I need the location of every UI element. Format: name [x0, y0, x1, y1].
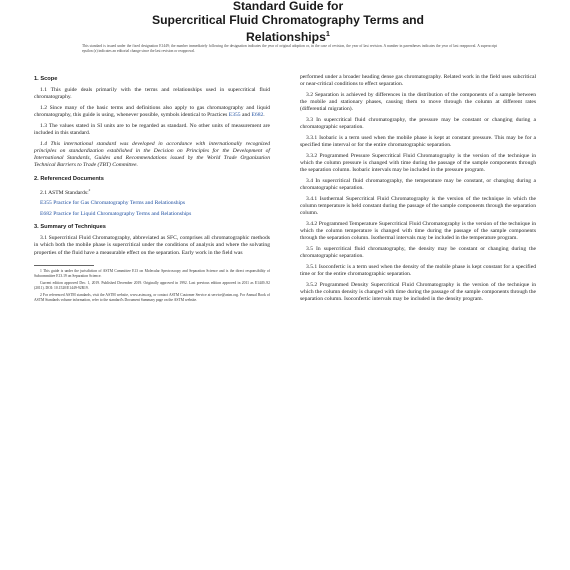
title-line-1: Standard Guide for — [232, 0, 344, 13]
paragraph-3-1: 3.1 Supercritical Fluid Chromatography, abbreviated as SFC, comprises all chromatographic methods in which both the mobile phase is supercritical under the conditions of analysis and where the solvating properties of the fluid have a measurable effect on the separation. Early work in the field was — [34, 235, 270, 256]
section-heading-scope: 1. Scope — [34, 76, 58, 82]
paragraph-3-4-1: 3.4.1 Isothermal Supercritical Fluid Chromatography is the version of the technique in which the column temperature is held constant during the passage of the sample components through the separation column. — [300, 195, 536, 217]
reference-e355[interactable]: E355 Practice for Gas Chromatography Terms and Relationships — [40, 200, 186, 207]
paragraph-3-5-1: 3.5.1 Isoconfertic is a term used when the density of the mobile phase is kept constant for a specified time or for the entire chromatographic separation. — [300, 263, 536, 277]
paragraph-3-4: 3.4 In supercritical fluid chromatography, the temperature may be constant, or changing during a chromatographic separation. — [300, 177, 536, 191]
paragraph-3-3: 3.3 In supercritical fluid chromatography, the pressure may be constant or changing during a chromatographic separation. — [300, 116, 536, 131]
footnote-2: 2 For referenced ASTM standards, visit the ASTM website, www.astm.org, or contact ASTM Customer Service at service@astm.org. For Annual Book of ASTM Standards volume information, refer to the standard's Document Summary page on the ASTM website. — [34, 293, 270, 302]
right-column — [300, 74, 536, 307]
paragraph-3-1-continued: performed under a broader heading dense gas chromatography. Related work in the field uses subcritical or near-critical conditions to effect separation. — [300, 74, 536, 88]
link-e355[interactable]: E355 — [228, 112, 241, 119]
paragraph-2-1: 2.1 ASTM Standards:$^2$ — [40, 187, 91, 196]
reference-e682[interactable]: E682 Practice for Liquid Chromatography Terms and Relationships — [40, 211, 192, 218]
footnote-edition: Current edition approved Dec. 1, 2019. Published December 2019. Originally approved in 1992. Last previous edition approved in 2011 as E1449–92 (2011). DOI: 10.1520/E1449-92R19. — [34, 280, 270, 290]
footnote-divider — [34, 265, 94, 266]
title-line-3: Relationships$^1$ — [246, 29, 330, 45]
link-e682[interactable]: E682 — [251, 112, 264, 119]
paragraph-1-3: 1.3 The values stated in SI units are to be regarded as standard. No other units of measurement are included in this standard. — [34, 122, 270, 137]
paragraph-3-5-2: 3.5.2 Programmed Density Supercritical Fluid Chromatography is the version of the technique in which the column density is changed with time during the passage of the sample components through the separation column. Isoconfertic intervals may be included in the density program. — [300, 281, 536, 302]
left-column — [34, 70, 270, 305]
title-footnote-mark: 1 — [325, 29, 330, 39]
paragraph-3-2: 3.2 Separation is achieved by differences in the distribution of the components of a sample between the mobile and stationary phases, causing them to move through the column at different rates (differential migration). — [300, 91, 536, 113]
section-heading-summary: 3. Summary of Techniques — [34, 224, 106, 231]
document-title — [88, 0, 488, 45]
designation-notice: This standard is issued under the fixed designation E1449; the number immediately following the designation indicates the year of original adoption or, in the case of revision, the year of last revision. A number in parentheses indicates the year of last reapproval. A superscript epsilon (ε) indicates an editorial change since the last revision or reapproval. — [82, 44, 497, 53]
section-heading-referenced-documents: 2. Referenced Documents — [34, 175, 104, 182]
paragraph-1-2: 1.2 Since many of the basic terms and definitions also apply to gas chromatography and liquid chromatography, this guide is using, whenever possible, symbols identical to Practices E355 and E682. — [34, 105, 270, 119]
paragraph-1-1: 1.1 This guide deals primarily with the terms and relationships used in supercritical fluid chromatography. — [34, 87, 270, 101]
footnote-1: 1 This guide is under the jurisdiction of ASTM Committee E13 on Molecular Spectroscopy and Separation Science and is the direct responsibility of Subcommittee E13.19 on Separation Science. — [34, 268, 270, 278]
title-line-2: Supercritical Fluid Chromatography Terms and — [151, 12, 424, 27]
paragraph-3-4-2: 3.4.2 Programmed Temperature Supercritical Fluid Chromatography is the version of the technique in which the column temperature is changed with time during the passage of the sample components through the separation column. Isothermal intervals may be included in the temperature program. — [300, 220, 536, 242]
paragraph-3-3-1: 3.3.1 Isobaric is a term used when the mobile phase is kept at constant pressure. This may be for a specified time interval or for the entire chromatographic separation. — [300, 134, 536, 149]
paragraph-1-4: 1.4 This international standard was developed in accordance with internationally recognized principles on standardization established in the Decision on Principles for the Development of International Standards, Guides and Recommendations issued by the World Trade Organization Technical Barriers to Trade (TBT) Committee. — [34, 140, 270, 169]
paragraph-3-3-2: 3.3.2 Programmed Pressure Supercritical Fluid Chromatography is the version of the technique in which the column pressure is changed with time during the passage of the sample components through the separation column. Isobaric intervals may be included in the pressure program. — [300, 152, 536, 174]
paragraph-3-5: 3.5 In supercritical fluid chromatography, the density may be constant or changing during the chromatographic separation. — [300, 245, 536, 260]
